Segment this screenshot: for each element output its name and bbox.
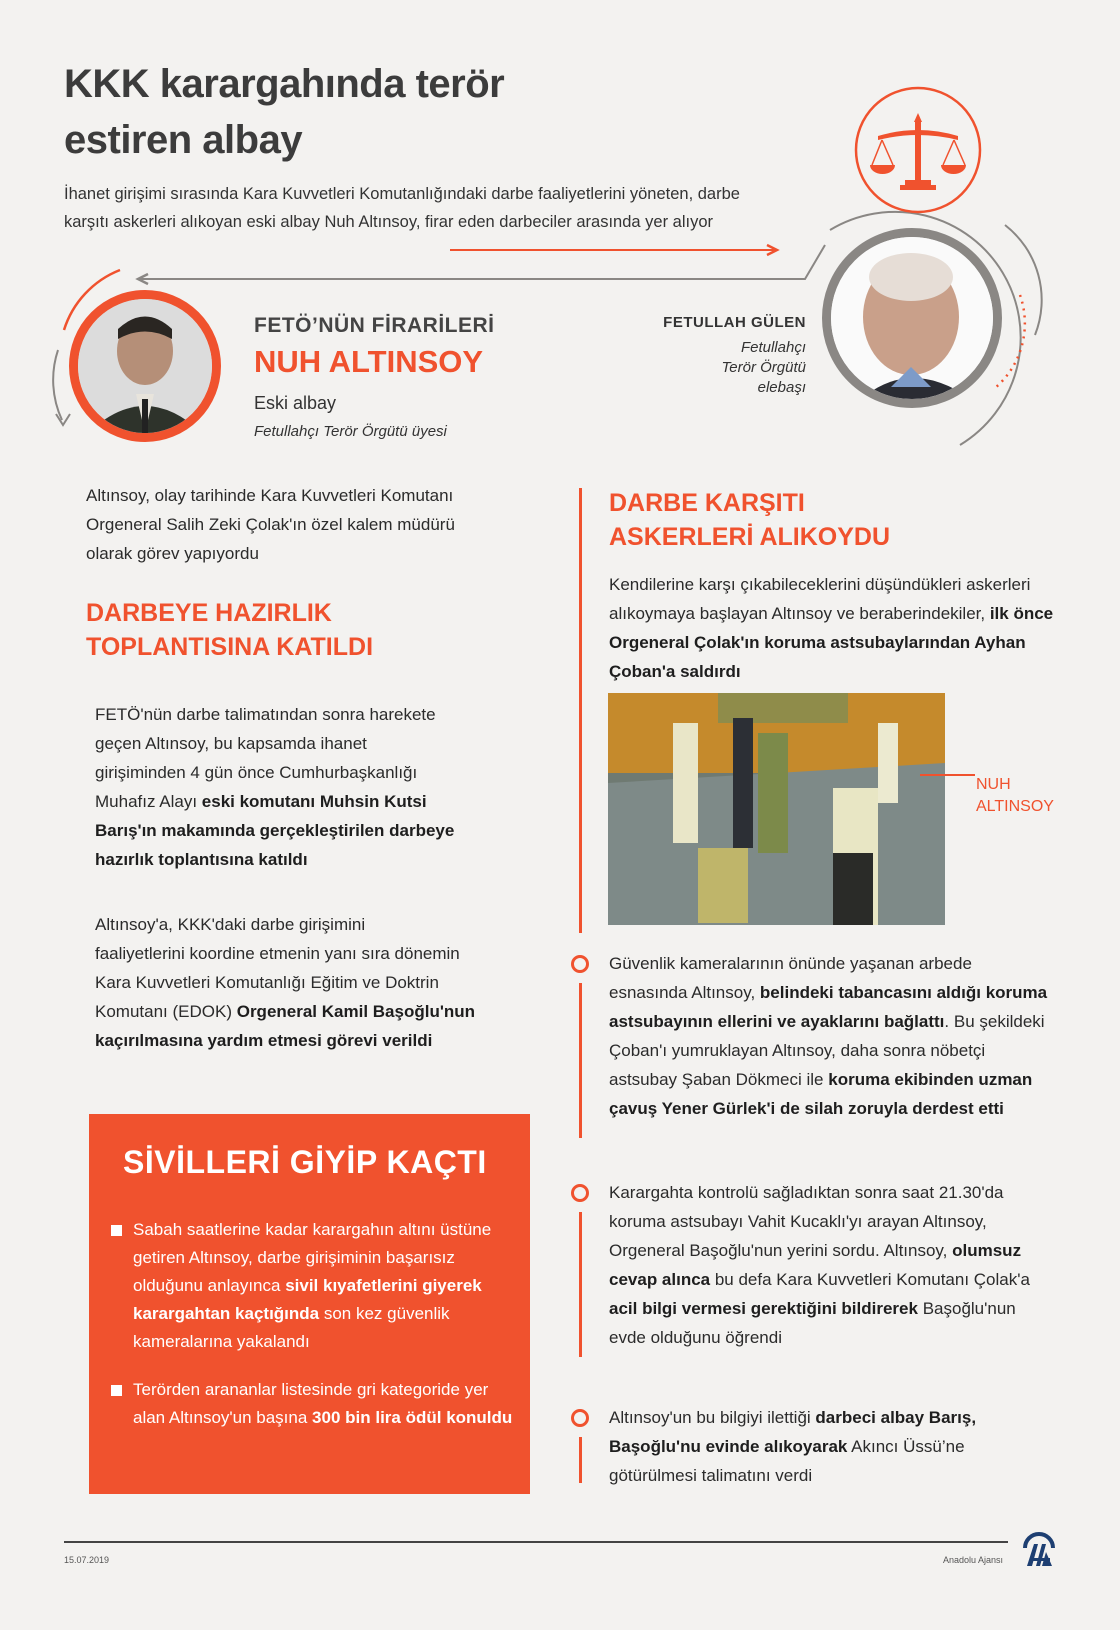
left-p3-line <box>95 1026 535 1055</box>
profile-name: NUH ALTINSOY <box>254 344 484 379</box>
text: bu defa Kara Kuvvetleri Komutanı Çolak'a <box>710 1270 1030 1289</box>
cctv-photo-placeholder <box>608 693 945 925</box>
bold-text: olumsuz cevap alınca <box>609 1241 1022 1289</box>
footer-divider <box>64 1541 1008 1543</box>
left-p2-line <box>95 845 525 874</box>
altinsoy-gray-arc <box>53 350 62 420</box>
profile-kicker: FETÖ’NÜN FİRARİLERİ <box>254 314 495 337</box>
timeline-line-segment <box>579 1212 582 1357</box>
text: Terörden arananlar listesinde gri kategoride yer alan Altınsoy'un başına <box>133 1380 489 1427</box>
text: Sabah saatlerine kadar karargahın altını üstüne getiren Altınsoy, darbe girişiminin başarısız olduğunu anlayınca <box>133 1220 492 1295</box>
bold-text: 300 bin lira ödül konuldu <box>312 1408 513 1427</box>
box-bullet-list <box>105 1216 515 1452</box>
text: Akıncı Üssü’ne götürülmesi talimatını verdi <box>609 1437 965 1485</box>
bold-text: Barış'ın makamında gerçekleştirilen darbeye <box>95 821 455 840</box>
timeline-line-segment <box>579 1437 582 1483</box>
box-bullet-item <box>105 1376 515 1432</box>
intro-line-1: İhanet girişimi sırasında Kara Kuvvetleri Komutanlığındaki darbe faaliyetlerini yöneten, darbe <box>64 185 740 203</box>
bold-text: eski komutanı Muhsin Kutsi <box>201 792 427 811</box>
bold-text: darbeci albay Barış, Başoğlu'nu evinde alıkoyarak <box>609 1408 977 1456</box>
left-heading-line-2: TOPLANTISINA KATILDI <box>86 633 374 661</box>
left-p2-line <box>95 816 525 845</box>
text: Karargahta kontrolü sağladıktan sonra saat 21.30'da koruma astsubayı Vahit Kucaklı'yı arayan Altınsoy, Orgeneral Başoğlu'nun yerini sordu. Altınsoy, <box>609 1183 1004 1260</box>
left-heading-line-1: DARBEYE HAZIRLIK <box>86 599 332 627</box>
timeline-entry-1 <box>609 949 1049 1123</box>
left-paragraph-1 <box>86 481 516 568</box>
profile-membership: Fetullahçı Terör Örgütü üyesi <box>254 423 447 440</box>
timeline-node <box>571 1184 589 1202</box>
left-p2-line: girişiminden 4 gün önce Cumhurbaşkanlığı <box>95 763 418 782</box>
text: Kendilerine karşı çıkabileceklerini düşündükleri askerleri alıkoymaya başlayan Altınsoy ve beraberindekiler, <box>609 575 1031 623</box>
cctv-photo <box>608 693 945 925</box>
timeline-node <box>571 955 589 973</box>
caption-line-1: NUH <box>976 776 1011 793</box>
left-p3-line: faaliyetlerini koordine etmenin yanı sıra dönemin <box>95 944 460 963</box>
timeline-node <box>571 1409 589 1427</box>
altinsoy-arrow-head <box>56 414 70 425</box>
caption-line-2: ALTINSOY <box>976 798 1054 815</box>
leader-description <box>646 338 806 398</box>
gulen-portrait <box>822 228 1002 408</box>
left-p2-line: FETÖ'nün darbe talimatından sonra harekete <box>95 705 436 724</box>
left-p1-line: olarak görev yapıyordu <box>86 544 259 563</box>
left-p1-line: Orgeneral Salih Zeki Çolak'ın özel kalem müdürü <box>86 515 455 534</box>
text: Altınsoy'un bu bilgiyi ilettiği <box>609 1408 816 1427</box>
anadolu-agency-logo-icon <box>1022 1528 1056 1568</box>
footer-date: 15.07.2019 <box>64 1555 110 1565</box>
right-heading-line-2: ASKERLERİ ALIKOYDU <box>609 523 891 551</box>
bold-text: kaçırılmasına yardım etmesi görevi verildi <box>95 1031 433 1050</box>
altinsoy-photo-placeholder <box>78 299 212 433</box>
left-p3-line: Kara Kuvvetleri Komutanlığı Eğitim ve Doktrin <box>95 973 439 992</box>
right-heading-line-1: DARBE KARŞITI <box>609 489 805 517</box>
title-line-1: KKK karargahında terör <box>64 62 505 106</box>
bold-text: belindeki tabancasını aldığı koruma astsubayının ellerini ve ayaklarını bağlattı <box>609 983 1048 1031</box>
footer-agency: Anadolu Ajansı <box>943 1555 1004 1565</box>
leader-desc-line-3: elebaşı <box>757 379 806 396</box>
profile-role: Eski albay <box>254 393 337 413</box>
intro-line-2: karşıtı askerleri alıkoyan eski albay Nuh Altınsoy, firar eden darbeciler arasında yer alıyor <box>64 213 713 231</box>
left-p3-line: Altınsoy'a, KKK'daki darbe girişimini <box>95 915 366 934</box>
text: Muhafız Alayı <box>95 792 202 811</box>
left-p3-line <box>95 997 535 1026</box>
timeline-entry-3 <box>609 1403 1049 1490</box>
right-paragraph-1 <box>609 570 1059 686</box>
bold-text: acil bilgi vermesi gerektiğini bildirerek <box>609 1299 918 1318</box>
gulen-side-arc <box>1005 225 1042 335</box>
timeline-line-segment <box>579 983 582 1138</box>
leader-desc-line-1: Fetullahçı <box>740 339 806 356</box>
box-title: SİVİLLERİ GİYİP KAÇTI <box>123 1144 487 1180</box>
text: Başoğlu'nun evde olduğunu öğrendi <box>609 1299 1016 1347</box>
box-bullet-item <box>105 1216 515 1356</box>
bold-text: koruma ekibinden uzman çavuş Yener Gürlek'i de silah zoruyla derdest etti <box>609 1070 1033 1118</box>
text: Komutanı (EDOK) <box>95 1002 237 1021</box>
left-paragraph-2 <box>95 700 525 874</box>
gulen-photo-placeholder <box>831 237 993 399</box>
left-p1-line: Altınsoy, olay tarihinde Kara Kuvvetleri Komutanı <box>86 486 454 505</box>
bold-text: Orgeneral Kamil Başoğlu'nun <box>236 1002 476 1021</box>
text: Güvenlik kameralarının önünde yaşanan arbede esnasında Altınsoy, <box>609 954 972 1002</box>
timeline-line-segment <box>579 488 582 933</box>
left-paragraph-3 <box>95 910 535 1055</box>
title-line-2: estiren albay <box>64 118 303 162</box>
left-p2-line <box>95 787 525 816</box>
leader-name: FETULLAH GÜLEN <box>663 314 806 331</box>
altinsoy-portrait <box>69 290 221 442</box>
fled-in-civilian-clothes-box <box>89 1114 530 1494</box>
text: son kez güvenlik kameralarına yakalandı <box>133 1304 450 1351</box>
photo-caption <box>976 774 1054 818</box>
leader-desc-line-2: Terör Örgütü <box>721 359 806 376</box>
text: . Bu şekildeki Çoban'ı yumruklayan Altınsoy, daha sonra nöbetçi astsubay Şaban Dökmeci ile <box>609 1012 1045 1089</box>
caption-pointer-line <box>920 773 975 777</box>
bold-text: sivil kıyafetlerini giyerek karargahtan kaçtığında <box>133 1276 482 1323</box>
timeline-entry-2 <box>609 1178 1049 1352</box>
bold-text: ilk önce Orgeneral Çolak'ın koruma astsubaylarından Ayhan Çoban'a saldırdı <box>609 604 1054 681</box>
left-p2-line: geçen Altınsoy, bu kapsamda ihanet <box>95 734 367 753</box>
bold-text: hazırlık toplantısına katıldı <box>95 850 308 869</box>
left-heading <box>86 596 373 664</box>
right-heading <box>609 486 890 554</box>
